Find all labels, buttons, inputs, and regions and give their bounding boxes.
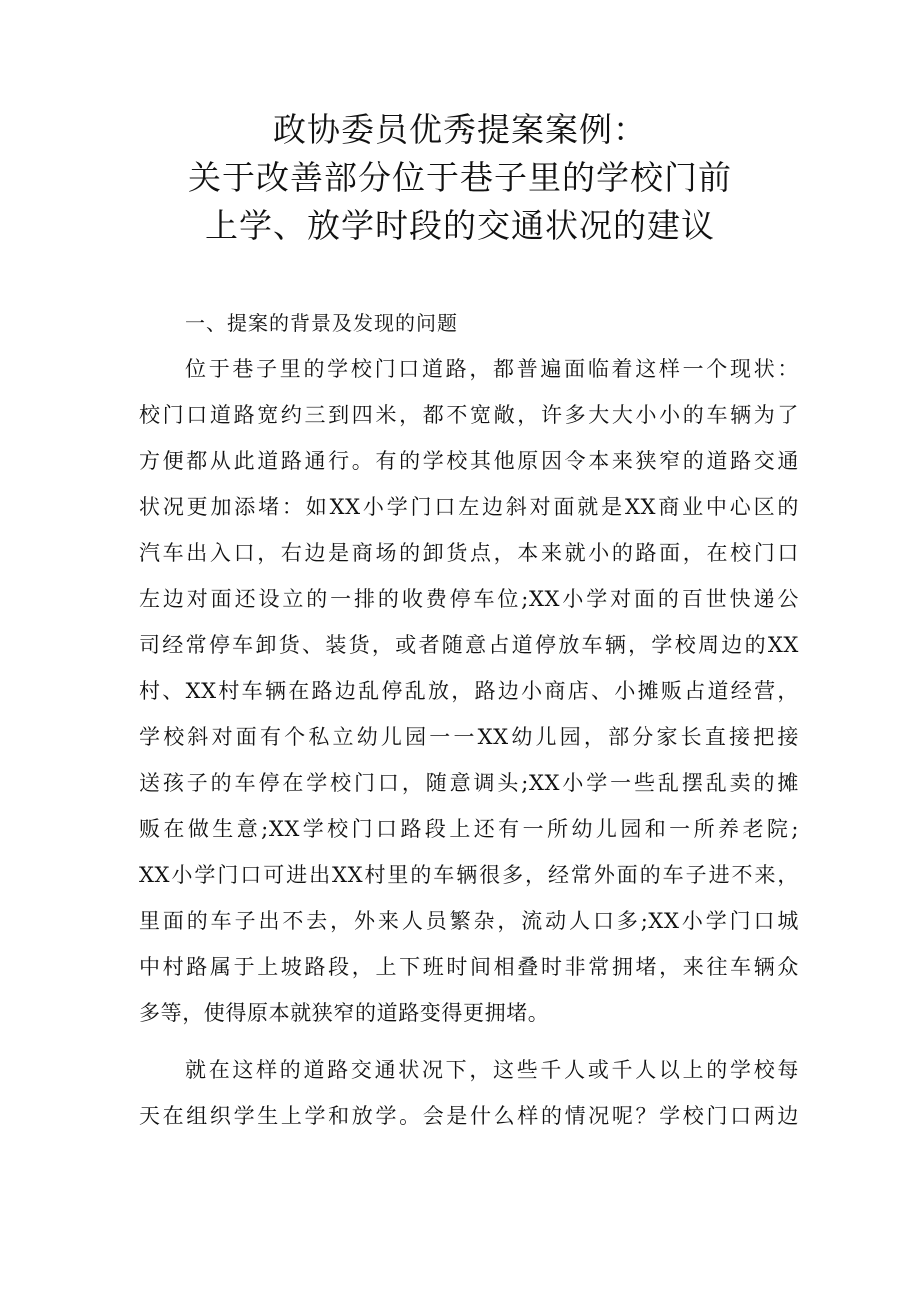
paragraph-line: 中村路属于上坡路段，上下班时间相叠时非常拥堵，来往车辆众 (139, 955, 799, 979)
paragraph-line: 位于巷子里的学校门口道路，都普遍面临着这样一个现状： (185, 357, 799, 381)
paragraph-1 (139, 351, 799, 1032)
paragraph-line: 贩在做生意;XX学校门口路段上还有一所幼儿园和一所养老院; (139, 817, 799, 841)
paragraph-line: 里面的车子出不去，外来人员繁杂，流动人口多;XX小学门口城 (139, 909, 799, 933)
paragraph-line: 状况更加添堵：如XX小学门口左边斜对面就是XX商业中心区的 (139, 495, 799, 519)
title-line-1: 政协委员优秀提案案例： (273, 110, 647, 149)
paragraph-line: 就在这样的道路交通状况下，这些千人或千人以上的学校每 (185, 1058, 799, 1082)
paragraph-line: 校门口道路宽约三到四米，都不宽敞，许多大大小小的车辆为了 (139, 403, 799, 427)
document-title (0, 106, 920, 250)
paragraph-line: 学校斜对面有个私立幼儿园一一XX幼儿园，部分家长直接把接 (139, 725, 799, 749)
paragraph-line: XX小学门口可进出XX村里的车辆很多，经常外面的车子进不来， (139, 863, 799, 887)
paragraph-line: 村、XX村车辆在路边乱停乱放，路边小商店、小摊贩占道经营， (139, 679, 799, 703)
paragraph-line: 多等，使得原本就狭窄的道路变得更拥堵。 (139, 1001, 550, 1025)
paragraph-line: 汽车出入口，右边是商场的卸货点，本来就小的路面，在校门口 (139, 541, 799, 565)
title-line-2: 关于改善部分位于巷子里的学校门前 (188, 158, 732, 197)
section-heading: 一、提案的背景及发现的问题 (185, 311, 458, 335)
paragraph-line: 天在组织学生上学和放学。会是什么样的情况呢？学校门口两边 (139, 1104, 799, 1128)
paragraph-2 (139, 1052, 799, 1135)
paragraph-line: 方便都从此道路通行。有的学校其他原因令本来狭窄的道路交通 (139, 449, 799, 473)
document-body (139, 305, 799, 1135)
title-line-3: 上学、放学时段的交通状况的建议 (205, 206, 715, 245)
paragraph-line: 送孩子的车停在学校门口，随意调头;XX小学一些乱摆乱卖的摊 (139, 771, 799, 795)
paragraph-line: 左边对面还设立的一排的收费停车位;XX小学对面的百世快递公 (139, 587, 799, 611)
paragraph-line: 司经常停车卸货、装货，或者随意占道停放车辆，学校周边的XX (139, 633, 799, 657)
